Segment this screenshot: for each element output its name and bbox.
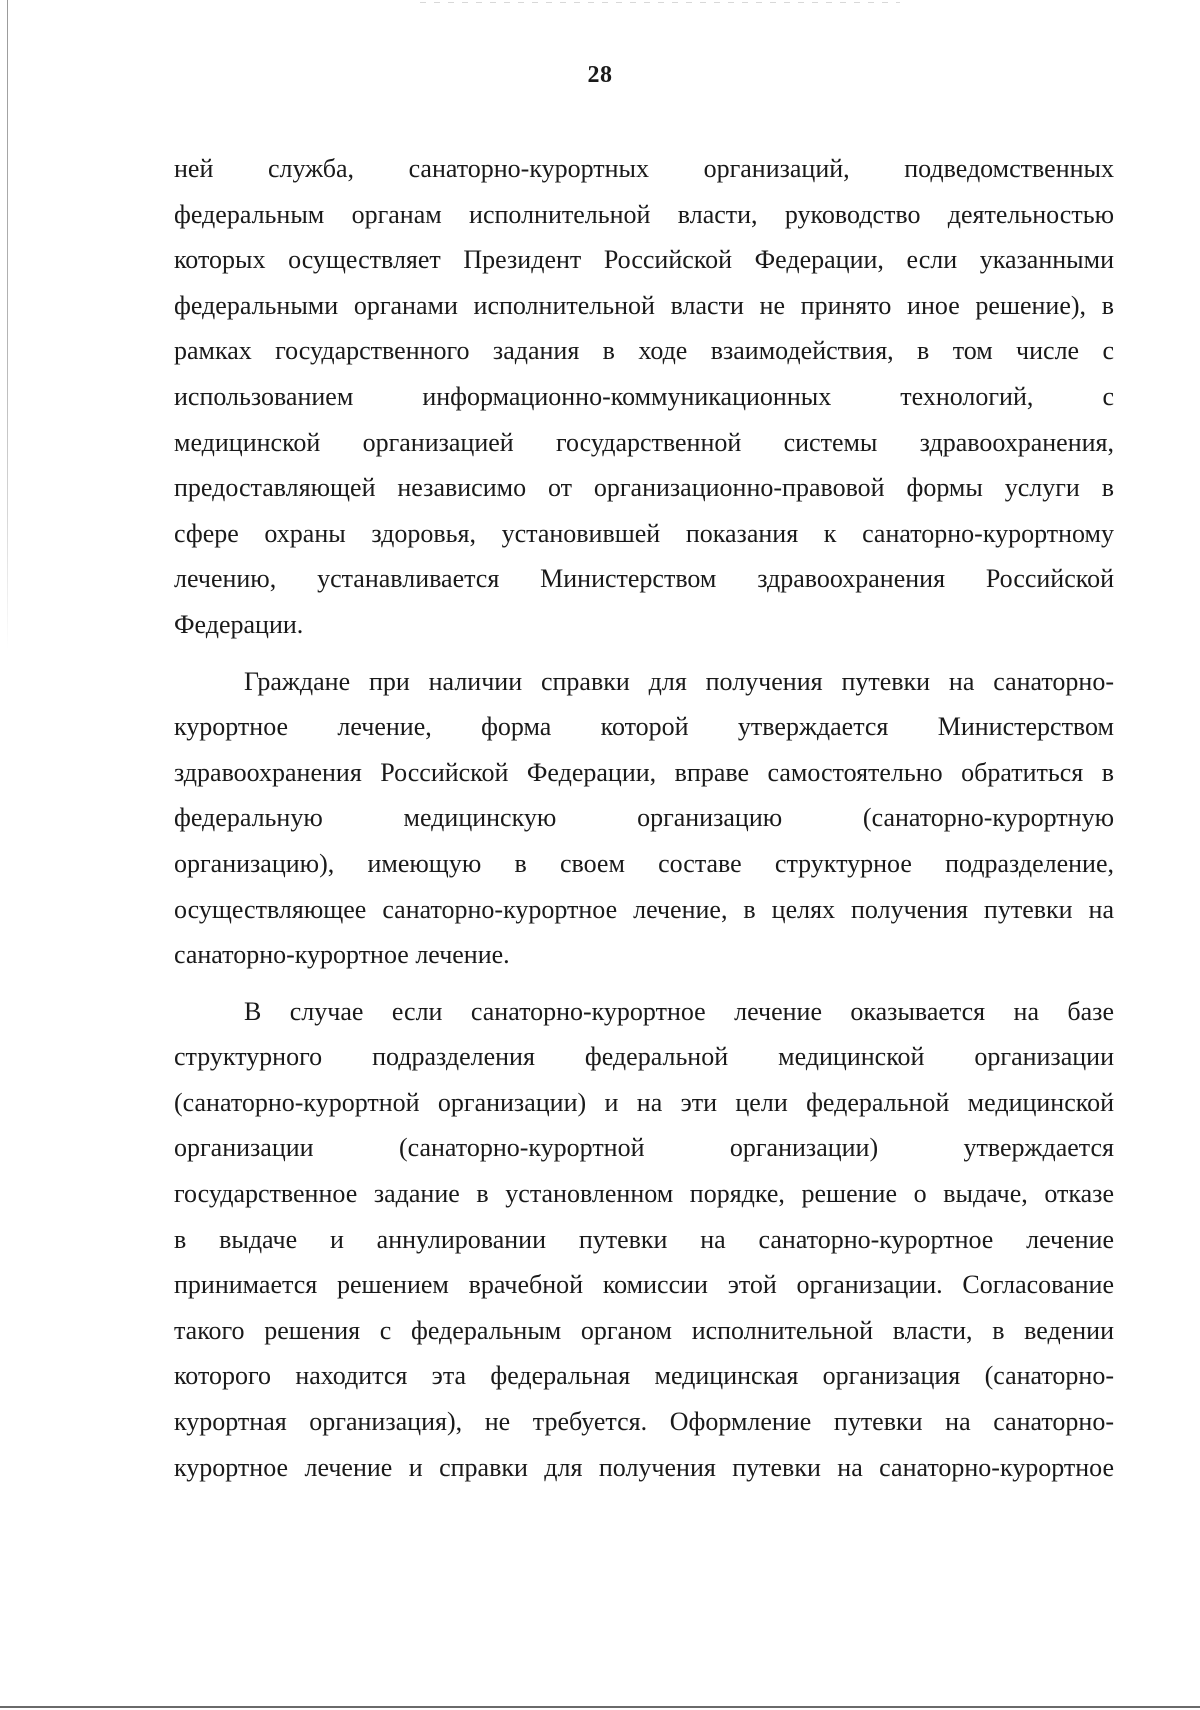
- scan-edge-top: [420, 2, 900, 3]
- text-line: которого находится эта федеральная медицинская организация (санаторно-: [174, 1361, 1114, 1391]
- text-line: организации (санаторно-курортной организации) утверждается: [174, 1133, 1114, 1163]
- text-line: здравоохранения Российской Федерации, вправе самостоятельно обратиться в: [174, 757, 1114, 787]
- document-body: [174, 146, 1114, 1490]
- scan-edge-left: [7, 0, 8, 1710]
- text-line: медицинской организацией государственной системы здравоохранения,: [174, 427, 1114, 457]
- text-line: лечению, устанавливается Министерством здравоохранения Российской: [174, 564, 1114, 594]
- text-line: Федерации.: [174, 609, 304, 639]
- scan-edge-bottom: [0, 1706, 1200, 1708]
- paragraph-1: [174, 146, 1114, 648]
- paragraph-3: [174, 989, 1114, 1491]
- text-line: организацию), имеющую в своем составе структурное подразделение,: [174, 848, 1114, 878]
- text-line: использованием информационно-коммуникационных технологий, с: [174, 381, 1114, 411]
- text-line: курортное лечение и справки для получения путевки на санаторно-курортное: [174, 1452, 1114, 1482]
- paragraph-gap: [174, 978, 1114, 989]
- text-line: ней служба, санаторно-курортных организаций, подведомственных: [174, 154, 1114, 183]
- text-line: санаторно-курортное лечение.: [174, 940, 510, 970]
- text-line: рамках государственного задания в ходе взаимодействия, в том числе с: [174, 336, 1114, 366]
- text-line: В случае если санаторно-курортное лечение оказывается на базе: [244, 996, 1114, 1026]
- paragraph-2: [174, 659, 1114, 978]
- text-line: сфере охраны здоровья, установившей показания к санаторно-курортному: [174, 518, 1114, 548]
- text-line: федеральными органами исполнительной власти не принято иное решение), в: [174, 290, 1114, 320]
- text-line: принимается решением врачебной комиссии этой организации. Согласование: [174, 1270, 1114, 1300]
- paragraph-gap: [174, 648, 1114, 659]
- text-line: (санаторно-курортной организации) и на эти цели федеральной медицинской: [174, 1087, 1114, 1117]
- text-line: федеральную медицинскую организацию (санаторно-курортную: [174, 803, 1114, 833]
- text-line: в выдаче и аннулировании путевки на санаторно-курортное лечение: [174, 1224, 1114, 1254]
- text-line: которых осуществляет Президент Российской Федерации, если указанными: [174, 245, 1114, 275]
- text-line: осуществляющее санаторно-курортное лечение, в целях получения путевки на: [174, 894, 1114, 924]
- page-number: 28: [587, 62, 613, 88]
- text-line: предоставляющей независимо от организационно-правовой формы услуги в: [174, 473, 1114, 503]
- text-line: такого решения с федеральным органом исполнительной власти, в ведении: [174, 1315, 1114, 1345]
- text-line: государственное задание в установленном порядке, решение о выдаче, отказе: [174, 1179, 1114, 1209]
- text-line: структурного подразделения федеральной медицинской организации: [174, 1042, 1114, 1072]
- text-line: Граждане при наличии справки для получения путевки на санаторно-: [244, 666, 1114, 696]
- text-line: курортное лечение, форма которой утверждается Министерством: [174, 712, 1114, 742]
- text-line: федеральным органам исполнительной власти, руководство деятельностью: [174, 199, 1114, 229]
- text-line: курортная организация), не требуется. Оформление путевки на санаторно-: [174, 1407, 1114, 1437]
